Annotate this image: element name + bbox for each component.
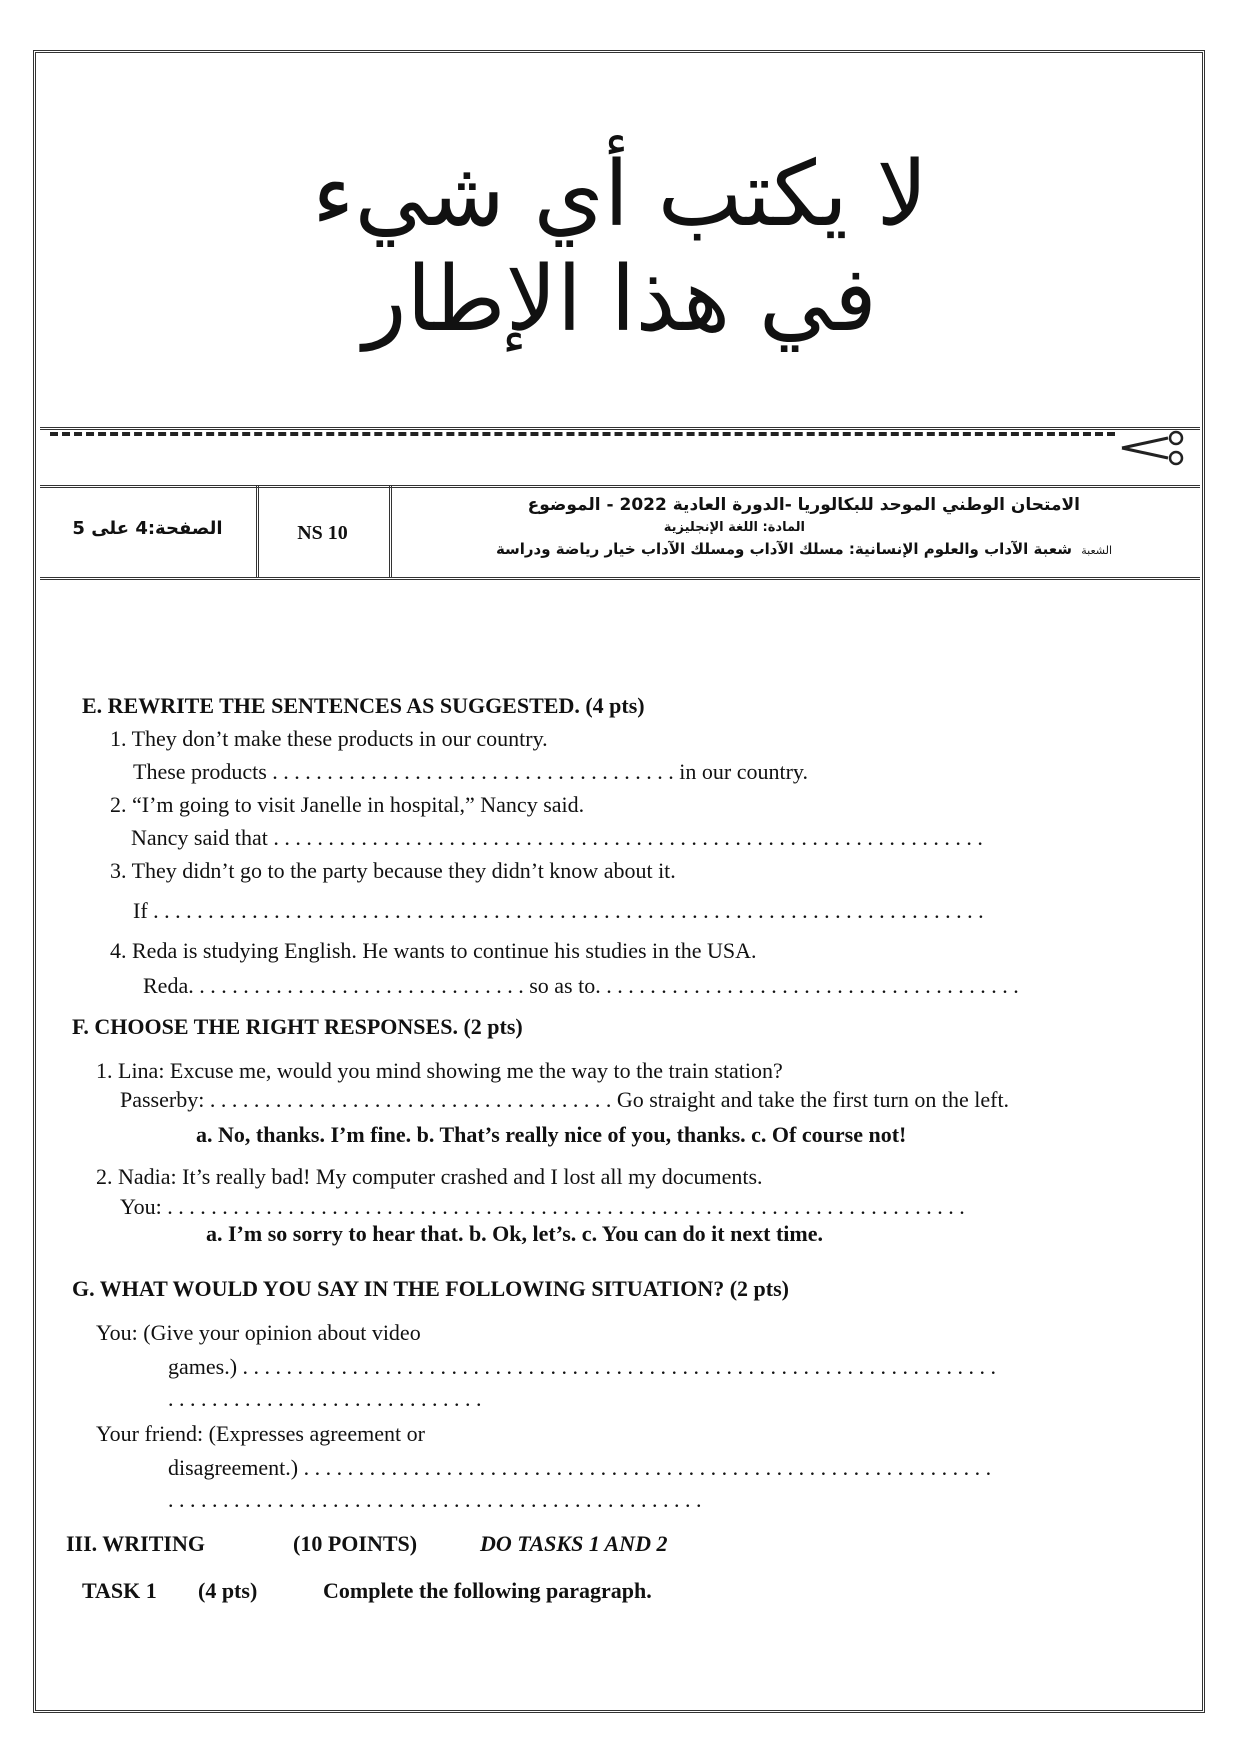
section-f-q1-options: a. No, thanks. I’m fine. b. That’s really nice of you, thanks. c. Of course not! [196, 1122, 907, 1147]
banner-line-1: لا يكتب أي شيء [312, 142, 928, 247]
section-f-q1-answer[interactable]: Passerby: . . . . . . . . . . . . . . . . . . . . . . . . . . . . . . . . . . . . . Go straight and take the first turn on the left. [120, 1087, 1010, 1112]
section-g-friend-line-1[interactable]: disagreement.) . . . . . . . . . . . . . . . . . . . . . . . . . . . . . . . . . . . . . . . . . . . . . . . . . . . . . . . . . . . . . . . [168, 1455, 992, 1480]
exam-code: NS 10 [297, 522, 348, 544]
section-g-you-line-1[interactable]: games.) . . . . . . . . . . . . . . . . . . . . . . . . . . . . . . . . . . . . . . . . . . . . . . . . . . . . . . . . . . . . . . . . . . . . . [168, 1354, 997, 1379]
header-divider-2 [389, 485, 392, 578]
task1-instruction: Complete the following paragraph. [323, 1578, 652, 1603]
cut-line-border [40, 427, 1200, 430]
branch-label: الشعبة [1081, 544, 1112, 557]
section-e-q4: 4. Reda is studying English. He wants to continue his studies in the USA. [110, 938, 757, 963]
scissors-icon [1118, 430, 1190, 466]
section-g-friend-prompt: Your friend: (Expresses agreement or [96, 1421, 425, 1446]
section-e-q2: 2. “I’m going to visit Janelle in hospital,” Nancy said. [110, 792, 585, 817]
exam-subject: المادة: اللغة الإنجليزية [663, 520, 805, 535]
section-e-q1: 1. They don’t make these products in our country. [110, 726, 548, 751]
header-bottom-border [40, 577, 1200, 580]
section-g-title: G. WHAT WOULD YOU SAY IN THE FOLLOWING SITUATION? (2 pts) [72, 1276, 789, 1301]
dashed-cut-line [50, 432, 1115, 436]
section-f-q2-options: a. I’m so sorry to hear that. b. Ok, let’s. c. You can do it next time. [206, 1221, 823, 1246]
section-e-q1-answer[interactable]: These products . . . . . . . . . . . . . . . . . . . . . . . . . . . . . . . . . . . . . in our country. [133, 759, 809, 784]
section-e-q3: 3. They didn’t go to the party because they didn’t know about it. [110, 858, 676, 883]
writing-instruction: DO TASKS 1 AND 2 [480, 1531, 668, 1556]
exam-title: الامتحان الوطني الموحد للبكالوريا -الدورة العادية 2022 - الموضوع [527, 495, 1080, 515]
task1-label: TASK 1 [82, 1578, 157, 1603]
section-g-you-line-2[interactable]: . . . . . . . . . . . . . . . . . . . . . . . . . . . . . [168, 1386, 482, 1411]
section-g-friend-line-2[interactable]: . . . . . . . . . . . . . . . . . . . . . . . . . . . . . . . . . . . . . . . . . . . . . . . . . [168, 1487, 702, 1512]
section-f-q2: 2. Nadia: It’s really bad! My computer crashed and I lost all my documents. [96, 1164, 763, 1189]
section-f-q1: 1. Lina: Excuse me, would you mind showing me the way to the train station? [96, 1058, 783, 1083]
section-e-q4-answer[interactable]: Reda. . . . . . . . . . . . . . . . . . . . . . . . . . . . . . . so as to. . . . . . . . . . . . . . . . . . . . . . . . . . . . . . . . . . . . . . . [143, 973, 1019, 998]
section-f-q2-answer[interactable]: You: . . . . . . . . . . . . . . . . . . . . . . . . . . . . . . . . . . . . . . . . . . . . . . . . . . . . . . . . . . . . . . . . . . . . . . . . . [120, 1194, 965, 1219]
section-g-you-prompt: You: (Give your opinion about video [96, 1320, 421, 1345]
page-number: الصفحة:4 على 5 [72, 518, 223, 539]
header-top-border [40, 485, 1200, 488]
banner-line-2: في هذا الإطار [363, 247, 877, 352]
section-e-q2-answer[interactable]: Nancy said that . . . . . . . . . . . . . . . . . . . . . . . . . . . . . . . . . . . . . . . . . . . . . . . . . . . . . . . . . . . . . . . . . [131, 825, 983, 850]
section-e-title: E. REWRITE THE SENTENCES AS SUGGESTED. (4 pts) [82, 693, 645, 718]
section-f-title: F. CHOOSE THE RIGHT RESPONSES. (2 pts) [72, 1014, 523, 1039]
exam-branch: شعبة الآداب والعلوم الإنسانية: مسلك الآداب ومسلك الآداب خيار رياضة ودراسة [495, 540, 1072, 558]
header-divider-1 [256, 485, 259, 578]
writing-title: III. WRITING [66, 1531, 205, 1556]
section-e-q3-answer[interactable]: If . . . . . . . . . . . . . . . . . . . . . . . . . . . . . . . . . . . . . . . . . . . . . . . . . . . . . . . . . . . . . . . . . . . . . . . . . . . . [133, 898, 984, 923]
writing-points: (10 POINTS) [293, 1531, 418, 1556]
task1-points: (4 pts) [198, 1578, 258, 1603]
